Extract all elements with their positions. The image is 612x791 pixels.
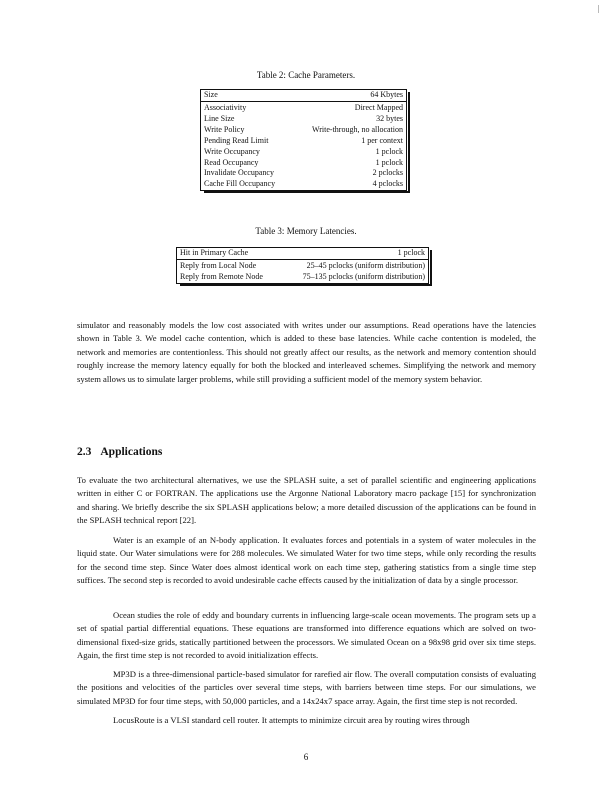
row-label: Reply from Remote Node (180, 272, 263, 282)
table-row (201, 168, 407, 179)
row-label: Pending Read Limit (204, 135, 269, 145)
row-value: 1 pclock (375, 146, 403, 156)
table-row (201, 179, 407, 190)
section-number: 2.3 (77, 446, 92, 458)
cache-parameters-table (200, 89, 407, 191)
table2-caption: Table 2: Cache Parameters. (256, 70, 356, 80)
row-value: 4 pclocks (372, 179, 403, 189)
row-value: 64 Kbytes (370, 90, 403, 100)
row-value: Direct Mapped (292, 102, 407, 115)
table3-caption: Table 3: Memory Latencies. (255, 226, 357, 236)
row-label: Size (204, 90, 218, 100)
section-title: Applications (100, 446, 163, 458)
paragraph-water: Water is an example of an N-body application. It evaluates forces and potentials in a system of water molecules in the liquid state. Our Water simulations were for 288 molecules. We simulated Water for two time steps, while only recording the results for the second time step. Since Water does almost identical work on each time step, gathering statistics from a single time step suffices. The second step is recorded to avoid undesirable cache effects caused by the initialization of data by a single processor. (77, 535, 536, 586)
table3-shadow-bottom (180, 284, 432, 286)
row-value: 1 pclock (375, 157, 403, 167)
row-label: Read Occupancy (204, 157, 259, 167)
paragraph-ocean: Ocean studies the role of eddy and boundary currents in influencing large-scale ocean movements. The program sets up a set of spatial partial differential equations. These equations are transformed into difference equations which are solved on two-dimensional fixed-size grids, statically partitioned between the processors. We simulated Ocean on a 98x98 grid over six time steps. Again, the first time step is not recorded to avoid initialization effects. (77, 610, 536, 661)
table3-shadow-right (430, 250, 432, 286)
row-value: 25–45 pclocks (uniform distribution) (280, 260, 429, 273)
memory-latencies-table (176, 247, 429, 284)
table-row (201, 157, 407, 168)
table-row (201, 90, 407, 102)
margin-mark: | (598, 4, 600, 13)
row-value: 1 pclock (397, 248, 425, 258)
row-value: Write-through, no allocation (312, 125, 403, 135)
paragraph-intro: simulator and reasonably models the low cost associated with writes under our assumptions. Read operations have the latencies shown in Table 3. We model cache contention, which is added to these base latencies. While cache contention is modeled, the network and memories are contentionless. This should not greatly affect our results, as the network and memory contention should roughly increase the memory latency equally for both the blocked and interleaved schemes. Simplifying the network and memory system allows us to simulate larger problems, while still providing a sufficient model of the memory system behavior. (77, 320, 536, 384)
table-row (201, 125, 407, 136)
row-label: Write Policy (204, 125, 245, 135)
row-value: 2 pclocks (372, 168, 403, 178)
table-row (201, 147, 407, 158)
section-heading (77, 446, 162, 458)
table2-shadow-right (408, 92, 410, 193)
row-label: Associativity (201, 102, 292, 115)
paragraph-locusroute: LocusRoute is a VLSI standard cell router. It attempts to minimize circuit area by routing wires through (113, 715, 470, 725)
table-row (201, 136, 407, 147)
table-row (201, 114, 407, 125)
paragraph-splash: To evaluate the two architectural alternatives, we use the SPLASH suite, a set of parallel scientific and engineering applications written in either C or FORTRAN. The applications use the Argonne National Laboratory macro package [15] for synchronization and sharing. We briefly describe the six SPLASH applications below; a more detailed discussion of the applications can be found in the SPLASH technical report [22]. (77, 475, 536, 526)
row-label: Invalidate Occupancy (204, 168, 274, 178)
table-row (177, 260, 429, 273)
row-value: 32 bytes (376, 114, 403, 124)
row-label: Write Occupancy (204, 146, 260, 156)
row-label: Reply from Local Node (177, 260, 280, 273)
table-row (177, 272, 429, 283)
table2-shadow-bottom (204, 191, 410, 193)
paragraph-mp3d: MP3D is a three-dimensional particle-based simulator for rarefied air flow. The overall computation consists of evaluating the positions and velocities of the particles over several time steps, with barriers between time steps. For our simulations, we simulated MP3D for four time steps, with 50,000 particles, and a 14x24x7 space array. Again, the first time step is not recorded. (77, 669, 536, 706)
table-row (177, 248, 429, 260)
row-label: Hit in Primary Cache (180, 248, 249, 258)
row-label: Cache Fill Occupancy (204, 179, 276, 189)
table-row (201, 102, 407, 115)
row-value: 75–135 pclocks (uniform distribution) (302, 272, 425, 282)
row-label: Line Size (204, 114, 235, 124)
row-value: 1 per context (361, 135, 403, 145)
page-number: 6 (303, 752, 309, 762)
